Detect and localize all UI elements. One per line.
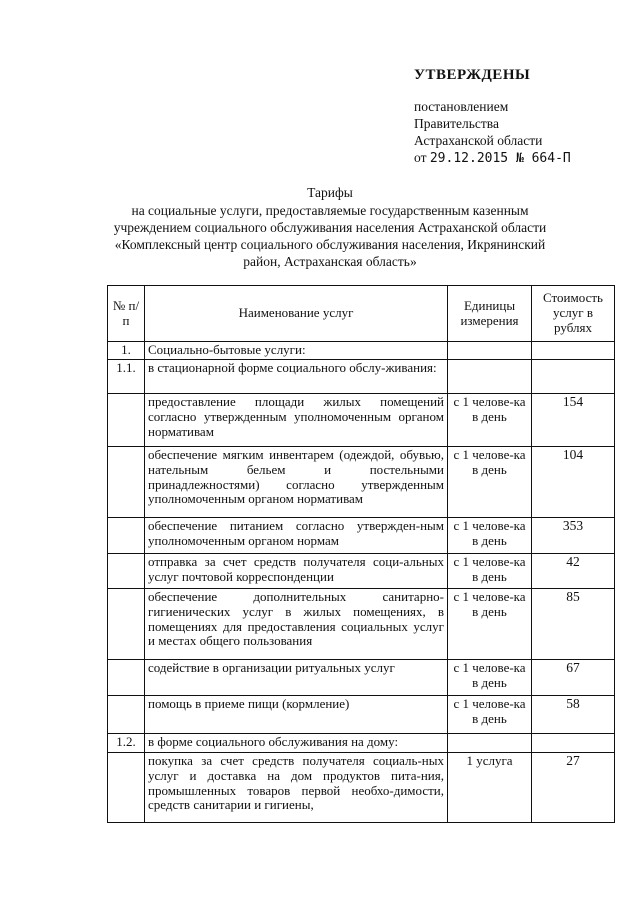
row-price — [532, 360, 615, 394]
header-unit: Единицы измерения — [448, 286, 532, 342]
title-line-3: «Комплексный центр социального обслуживания населения, Икрянинский — [114, 237, 546, 252]
table-row — [108, 342, 615, 360]
row-name: помощь в приеме пищи (кормление) — [145, 696, 448, 734]
table-row — [108, 518, 615, 554]
document-title — [60, 184, 600, 270]
row-price: 58 — [532, 696, 615, 734]
approval-date-prefix: от — [414, 150, 427, 165]
table-row — [108, 734, 615, 753]
table-header-row — [108, 286, 615, 342]
approval-line-2: Правительства — [414, 116, 499, 131]
table-row — [108, 589, 615, 660]
row-unit: с 1 челове-ка в день — [448, 518, 532, 554]
title-word: Тарифы — [307, 185, 353, 200]
header-price: Стоимость услуг в рублях — [532, 286, 615, 342]
row-name: обеспечение мягким инвентарем (одеждой, обувью, нательным бельем и постельными принадлежностями) согласно утвержденным уполномоченным органом нормативам — [145, 447, 448, 518]
table-row — [108, 660, 615, 696]
row-num — [108, 554, 145, 589]
row-name: обеспечение дополнительных санитарно-гигиенических услуг в жилых помещениях, в помещениях для предоставления социальных услуг и местах общего пользования — [145, 589, 448, 660]
row-unit — [448, 360, 532, 394]
row-price: 353 — [532, 518, 615, 554]
approval-heading: УТВЕРЖДЕНЫ — [414, 67, 531, 83]
header-num: № п/п — [108, 286, 145, 342]
table-row — [108, 753, 615, 823]
approval-line-1: постановлением — [414, 99, 509, 114]
row-price: 42 — [532, 554, 615, 589]
row-price: 154 — [532, 394, 615, 447]
table-row — [108, 696, 615, 734]
row-unit — [448, 734, 532, 753]
row-name: обеспечение питанием согласно утвержден-ным уполномоченным органом нормам — [145, 518, 448, 554]
approval-date-line — [414, 149, 624, 167]
row-num — [108, 447, 145, 518]
row-price — [532, 734, 615, 753]
row-num — [108, 696, 145, 734]
row-unit: с 1 челове-ка в день — [448, 660, 532, 696]
row-unit: 1 услуга — [448, 753, 532, 823]
row-num — [108, 660, 145, 696]
table-row — [108, 554, 615, 589]
approval-date-stamp: 29.12.2015 № 664-П — [429, 151, 571, 166]
row-name: в стационарной форме социального обслу-живания: — [145, 360, 448, 394]
row-unit: с 1 челове-ка в день — [448, 554, 532, 589]
row-num — [108, 518, 145, 554]
row-name: предоставление площади жилых помещений согласно утвержденным уполномоченным органом нормативам — [145, 394, 448, 447]
row-num — [108, 394, 145, 447]
table-row — [108, 360, 615, 394]
row-num: 1.2. — [108, 734, 145, 753]
row-num — [108, 753, 145, 823]
row-price: 27 — [532, 753, 615, 823]
row-price: 67 — [532, 660, 615, 696]
row-num — [108, 589, 145, 660]
row-price: 104 — [532, 447, 615, 518]
row-name: отправка за счет средств получателя соци-альных услуг почтовой корреспонденции — [145, 554, 448, 589]
row-name: в форме социального обслуживания на дому: — [145, 734, 448, 753]
row-name: покупка за счет средств получателя социаль-ных услуг и доставка на дом продуктов пита-ния, промышленных товаров первой необхо-димости, средств санитарии и гигиены, — [145, 753, 448, 823]
row-unit: с 1 челове-ка в день — [448, 696, 532, 734]
row-num: 1.1. — [108, 360, 145, 394]
row-unit: с 1 челове-ка в день — [448, 589, 532, 660]
title-line-2: учреждением социального обслуживания населения Астраханской области — [113, 220, 547, 235]
row-unit — [448, 342, 532, 360]
row-unit: с 1 челове-ка в день — [448, 447, 532, 518]
row-name: содействие в организации ритуальных услуг — [145, 660, 448, 696]
tariffs-table — [107, 285, 615, 823]
header-name: Наименование услуг — [145, 286, 448, 342]
row-price: 85 — [532, 589, 615, 660]
row-name: Социально-бытовые услуги: — [145, 342, 448, 360]
approval-line-3: Астраханской области — [414, 133, 543, 148]
row-unit: с 1 челове-ка в день — [448, 394, 532, 447]
title-line-1: на социальные услуги, предоставляемые государственным казенным — [131, 203, 529, 218]
row-num: 1. — [108, 342, 145, 360]
approval-block — [414, 66, 624, 167]
table-row — [108, 394, 615, 447]
row-price — [532, 342, 615, 360]
title-line-4: район, Астраханская область» — [243, 254, 417, 269]
table-row — [108, 447, 615, 518]
